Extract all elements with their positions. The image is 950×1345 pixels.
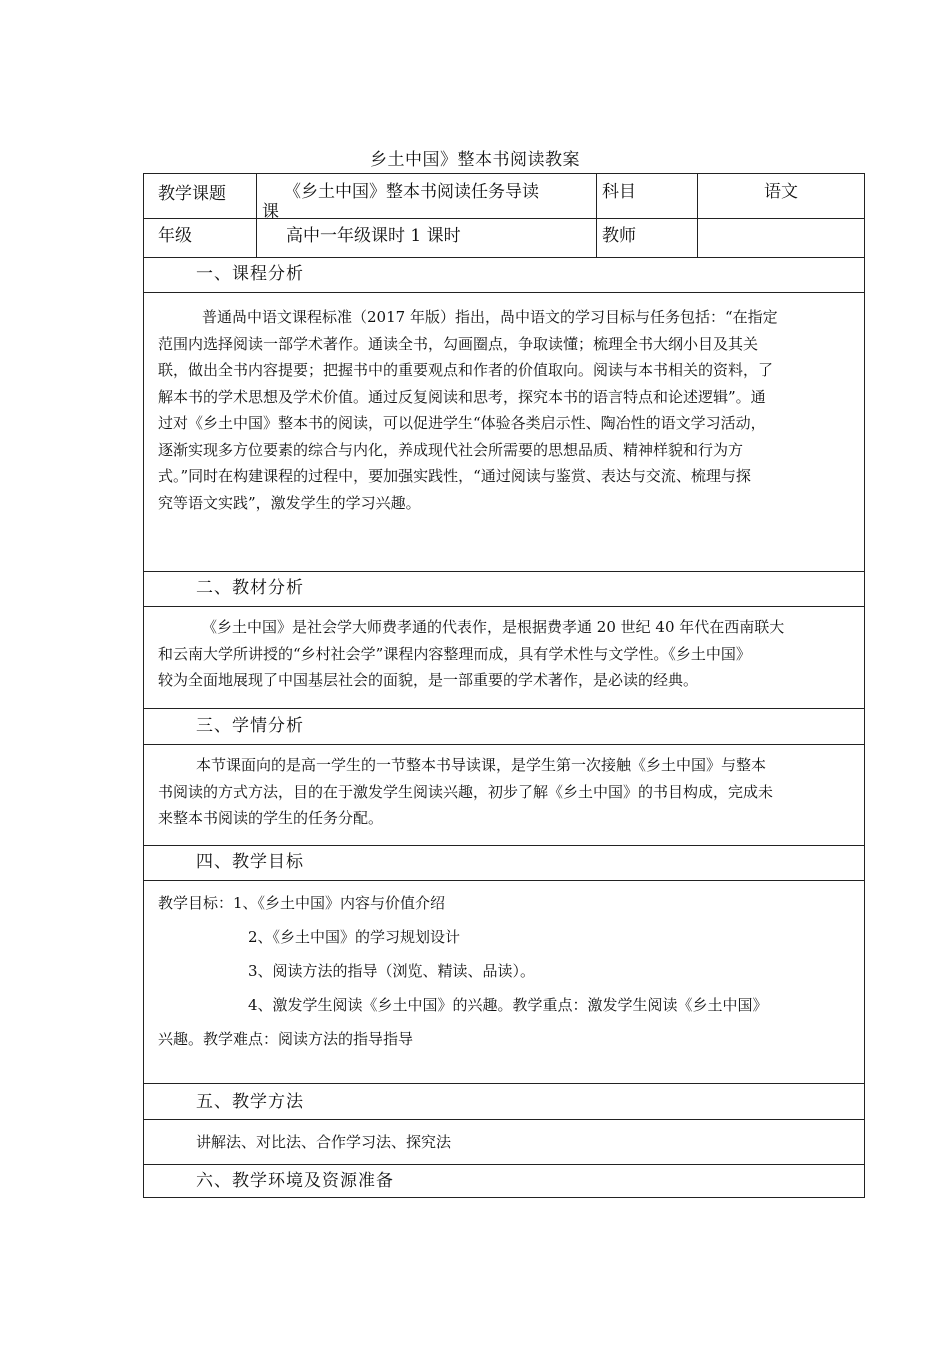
goal-line: 3、阅读方法的指导（浏览、精读、品读）。: [248, 962, 536, 980]
grade-value: 高中一年级课时 1 课时: [286, 226, 461, 246]
paragraph-line: 来整本书阅读的学生的任务分配。: [158, 809, 384, 827]
section-heading-student-analysis: 三、学情分析: [196, 716, 304, 736]
subject-value: 语文: [764, 182, 798, 202]
section-heading-textbook-analysis: 二、教材分析: [196, 578, 304, 598]
paragraph-line: 解本书的学术思想及学术价值。通过反复阅读和思考，探究本书的语言特点和论述逻辑”。通: [158, 387, 766, 406]
subject-label: 科目: [602, 182, 636, 202]
section-heading-environment-resources: 六、教学环境及资源准备: [196, 1171, 394, 1191]
topic-value-line2: 课: [262, 202, 279, 222]
section-heading-course-analysis: 一、课程分析: [196, 264, 304, 284]
column-divider: [256, 174, 257, 257]
topic-value-line1: 《乡土中国》整本书阅读任务导读: [284, 182, 539, 202]
paragraph-line: 普通咼中语文课程标准（2017 年版）指出，咼中语文的学习目标与任务包括：“在指定: [202, 308, 778, 326]
row-divider: [144, 292, 864, 293]
paragraph-line: 过对《乡土中国》整本书的阅读，可以促进学生“体验各类启示性、陶冶性的语文学习活动，: [158, 414, 766, 432]
paragraph-line: 本节课面向的是高一学生的一节整本书导读课，是学生第一次接触《乡土中国》与整本: [196, 756, 767, 774]
section-heading-teaching-methods: 五、教学方法: [196, 1092, 304, 1112]
row-divider: [144, 218, 864, 219]
paragraph-line: 《乡土中国》是社会学大师费孝通的代表作，是根据费孝通 20 世纪 40 年代在西南联大: [202, 618, 785, 636]
course-analysis-paragraph: [158, 304, 864, 516]
column-divider: [596, 174, 597, 257]
goal-line: 4、激发学生阅读《乡土中国》的兴趣。教学重点：激发学生阅读《乡土中国》: [248, 996, 768, 1014]
section-heading-teaching-goals: 四、教学目标: [196, 852, 304, 872]
row-divider: [144, 606, 864, 607]
row-divider: [144, 845, 864, 846]
lesson-plan-table: [143, 173, 865, 1198]
teaching-goals-list: [158, 886, 864, 1056]
goal-line: 教学目标：1、《乡土中国》内容与价值介绍: [158, 894, 446, 912]
row-divider: [144, 257, 864, 258]
topic-label: 教学课题: [158, 184, 226, 204]
paragraph-line: 联，做出全书内容提要；把握书中的重要观点和作者的价值取向。阅读与本书相关的资料，了: [158, 361, 774, 379]
teaching-methods-text: 讲解法、对比法、合作学习法、探究法: [196, 1133, 452, 1151]
paragraph-line: 究等语文实践”，激发学生的学习兴趣。: [158, 493, 421, 512]
row-divider: [144, 880, 864, 881]
teacher-label: 教师: [602, 226, 636, 246]
row-divider: [144, 1119, 864, 1120]
document-title: 乡土中国》整本书阅读教案: [370, 150, 580, 170]
paragraph-line: 较为全面地展现了中国基层社会的面貌，是一部重要的学术著作，是必读的经典。: [158, 671, 699, 689]
row-divider: [144, 708, 864, 709]
row-divider: [144, 744, 864, 745]
paragraph-line: 式。”同时在构建课程的过程中，要加强实践性，“通过阅读与鉴赏、表达与交流、梳理与探: [158, 467, 751, 485]
goal-line: 兴趣。教学难点：阅读方法的指导指导: [158, 1030, 414, 1048]
goal-line: 2、《乡土中国》的学习规划设计: [248, 928, 461, 946]
paragraph-line: 逐渐实现多方位要素的综合与内化，养成现代社会所需要的思想品质、精神样貌和行为方: [158, 440, 744, 459]
textbook-analysis-paragraph: [158, 614, 864, 694]
row-divider: [144, 1164, 864, 1165]
grade-label: 年级: [158, 226, 192, 246]
row-divider: [144, 1083, 864, 1084]
paragraph-line: 和云南大学所讲授的“乡村社会学”课程内容整理而成，具有学术性与文学性。《乡土中国》: [158, 644, 751, 663]
student-analysis-paragraph: [158, 752, 864, 832]
paragraph-line: 范围内选择阅读一部学术著作。通读全书，勾画圈点，争取读懂；梳理全书大纲小目及其关: [158, 334, 759, 353]
row-divider: [144, 571, 864, 572]
paragraph-line: 书阅读的方式方法，目的在于激发学生阅读兴趣，初步了解《乡土中国》的书目构成，完成未: [158, 782, 774, 801]
